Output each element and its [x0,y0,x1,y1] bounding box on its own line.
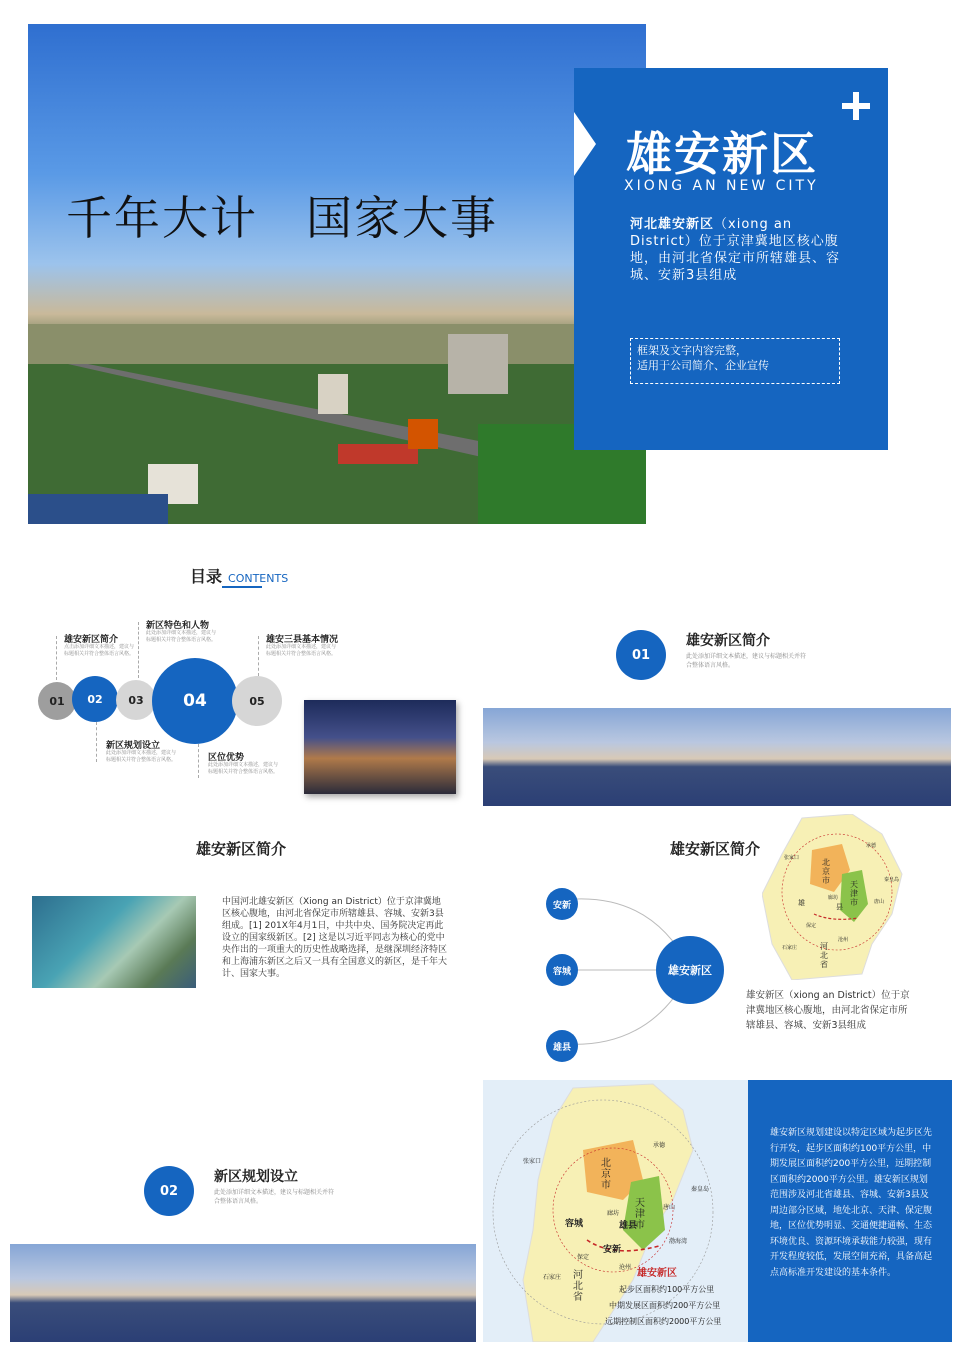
map-label-chengde: 承德 [866,843,877,849]
mindmap-node-rongcheng[interactable]: 容城 [546,954,578,986]
toc-desc-01: 点击添加详细文本描述，建议与标题相关并符合整体语言风格。 [64,644,135,657]
plan-label-rongcheng: 容城 [565,1219,584,1229]
intro-body: 中国河北雄安新区（Xiong an District）位于京津冀地区核心腹地，由河北省保定市所辖雄县、容城、安新3县组成。[1] 201X年4月1日，中共中央、国务院决定再此设立的国家级新区。[2] 这是以习近平同志为核心的党中央作出的一项重大的历史性战略选择，是继深圳经济特区和上海浦东新区之后又一具有全国意义的新区，是千年大计、国家大事。 [222,897,448,979]
toc-desc-03: 此处添加详细文本描述，建议与标题相关并符合整体语言风格。 [146,630,217,643]
section2-desc: 此处添加详细文本描述，建议与标题相关并符合整体语言风格。 [214,1189,335,1205]
map-label-beijing: 北京市 [822,858,830,885]
map-label-shijiazhuang: 石家庄 [782,945,798,951]
plan-label-beijing: 北京市 [601,1158,611,1191]
card-notch [574,112,596,176]
toc-connector-05 [258,636,259,676]
plan-label-bohai: 渤海湾 [669,1238,688,1245]
toc-label-02[interactable]: 新区规划设立 [106,741,161,751]
plan-label-xiongxian: 雄县 [619,1221,638,1231]
town-illustration [28,324,646,524]
section1-title: 雄安新区简介 [686,633,770,649]
card-note-line2: 适用于公司简介、企业宣传 [637,359,769,372]
contents-title-en: CONTENTS [228,572,289,585]
plan-map-panel [483,1080,748,1342]
hero-photo [28,24,646,524]
toc-connector-04 [198,744,199,778]
mindmap-desc: 雄安新区（xiong an District）位于京津冀地区核心腹地，由河北省保定市所辖雄县、容城、安新3县组成 [746,990,910,1031]
toc-circle-05[interactable]: 05 [232,676,282,726]
plan-label-tangshan: 唐山 [663,1204,676,1211]
toc-label-05[interactable]: 雄安三县基本情况 [266,635,339,645]
mindmap-node-xiongxian[interactable]: 雄县 [546,1030,578,1062]
mindmap-node-anxin[interactable]: 安新 [546,888,578,920]
contents-underline [222,586,262,588]
toc-connector-03 [138,622,139,678]
toc-circle-04[interactable]: 04 [152,658,238,744]
mindmap-center[interactable]: 雄安新区 [656,936,724,1004]
map-label-cangzhou: 沧州 [838,937,849,943]
plan-text-panel [748,1080,952,1342]
plan-legend-1: 起步区面积约100平方公里 [619,1285,715,1294]
section2-number: 02 [144,1166,194,1216]
plan-label-cangzhou: 沧州 [619,1264,632,1271]
contents-title [190,564,288,587]
plan-label-langfang: 廊坊 [607,1210,620,1217]
title-card [574,68,888,450]
section1-number: 01 [616,630,666,680]
plus-icon [842,92,870,120]
toc-desc-02: 此处添加详细文本描述，建议与标题相关并符合整体语言风格。 [106,750,177,763]
card-description [630,216,840,284]
intro-title: 雄安新区简介 [196,840,287,858]
region-map-small [762,814,912,980]
card-note-line1: 框架及文字内容完整， [637,344,747,357]
contents-title-cn: 目录 [190,567,223,586]
hero-title: 千年大计 国家大事 [66,191,498,245]
skyline-photo [483,708,951,806]
plan-legend-3: 远期控制区面积约2000平方公里 [605,1317,722,1326]
card-desc-text: （xiong an District）位于京津冀地区核心腹地，由河北省保定市所辖雄县、容城、安新3县组成 [630,217,841,283]
map-label-xian: 县 [836,903,843,911]
plan-legend-2: 中期发展区面积约200平方公里 [609,1301,721,1310]
plan-label-chengde: 承德 [653,1142,666,1149]
mindmap-title: 雄安新区简介 [670,840,761,858]
toc-circle-02[interactable]: 02 [72,676,118,722]
section1-desc: 此处添加详细文本描述，建议与标题相关并符合整体语言风格。 [686,653,807,669]
card-subtitle: XIONG AN NEW CITY [624,178,819,194]
plan-label-hebei: 河北省 [573,1270,583,1303]
city-night-photo [304,700,456,794]
harbor-photo [32,896,196,988]
plan-label-shijiazhuang: 石家庄 [543,1274,562,1281]
skyline-photo-2 [10,1244,476,1342]
plan-label-zhangjiakou: 张家口 [523,1158,542,1165]
card-desc-bold: 河北雄安新区 [630,217,715,232]
toc-circle-01[interactable]: 01 [38,682,76,720]
toc-label-01[interactable]: 雄安新区简介 [64,635,119,645]
toc-desc-05: 此处添加详细文本描述，建议与标题相关并符合整体语言风格。 [266,644,337,657]
plan-highlight-label: 雄安新区 [637,1268,677,1279]
plan-label-anxin: 安新 [603,1245,622,1255]
toc-label-04[interactable]: 区位优势 [208,753,245,763]
card-note [630,338,840,384]
toc-desc-04: 此处添加详细文本描述，建议与标题相关并符合整体语言风格。 [208,762,279,775]
plan-label-tianjin: 天津市 [635,1198,645,1231]
plan-panel-text: 雄安新区规划建设以特定区域为起步区先行开发，起步区面积约100平方公里，中期发展区面积约200平方公里，远期控制区面积约2000平方公里。雄安新区规划范围涉及河北省雄县、容城、安新3县及周边部分区域，地处北京、天津、保定腹地，区位优势明显、交通便捷通畅、生态环境优良、资源环境承载能力较强，现有开发程度较低，发展空间充裕，具备高起点高标准开发建设的基本条件。 [770,1128,933,1278]
map-label-hebei: 河北省 [820,942,828,969]
card-title: 雄安新区 [626,127,818,181]
map-label-baoding: 保定 [806,923,817,929]
map-label-tangshan: 唐山 [874,899,885,905]
map-label-xiong: 雄 [798,899,805,907]
section2-title: 新区规划设立 [214,1169,298,1185]
toc-connector-01 [56,636,57,680]
map-label-qinhuangdao: 秦皇岛 [884,877,900,883]
plan-label-qinhuangdao: 秦皇岛 [691,1186,710,1193]
toc-circle-03[interactable]: 03 [116,680,156,720]
toc-connector-02 [96,722,97,762]
plan-label-baoding: 保定 [577,1254,590,1261]
map-label-zhangjiakou: 张家口 [784,855,800,861]
map-label-langfang: 廊坊 [828,895,839,901]
map-label-tianjin: 天津市 [850,880,858,907]
toc-label-03[interactable]: 新区特色和人物 [146,621,210,631]
